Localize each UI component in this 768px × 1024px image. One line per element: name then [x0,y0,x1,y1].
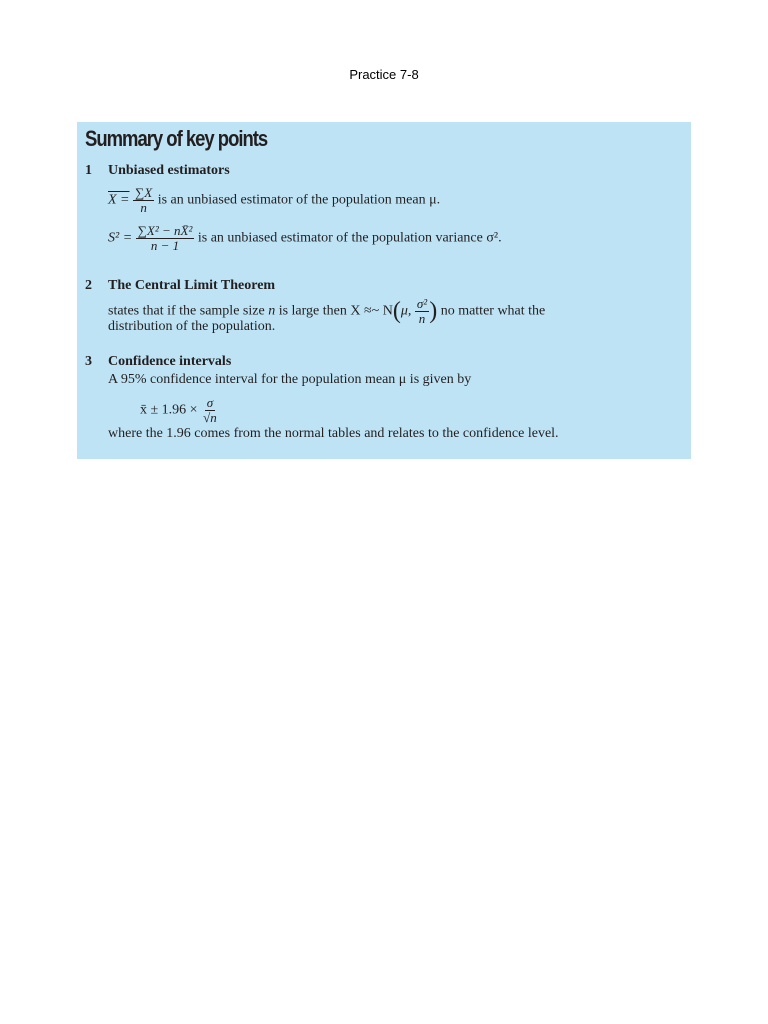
section-3-number: 3 [85,354,92,369]
ci-line-3: where the 1.96 comes from the normal tables and relates to the confidence level. [108,426,559,441]
ci-formula [140,396,219,424]
clt-line-2: distribution of the population. [108,319,276,334]
clt-mu: μ, [400,303,412,319]
clt-pre: states that if the sample size [108,303,265,319]
section-2-heading: The Central Limit Theorem [108,278,276,293]
clt-fraction-numerator: σ² [416,296,428,311]
section-2-number: 2 [85,278,92,293]
mean-fraction-denominator: n [140,199,147,215]
page-header: Practice 7-8 [349,67,419,82]
clt-post: no matter what the [440,303,546,319]
ci-fraction [201,396,219,424]
clt-fraction [415,297,429,325]
mean-fraction-numerator: ∑X [135,185,153,200]
estimator-variance-line [108,224,502,252]
variance-lhs: S² = [108,230,133,246]
mean-description: is an unbiased estimator of the population mean μ. [157,192,441,208]
section-1-number: 1 [85,163,92,178]
summary-title: Summary of key points [85,126,268,151]
variance-fraction-numerator: ∑X² − nX̄² [137,223,193,238]
clt-n: n [268,303,276,319]
ci-fraction-numerator: σ [206,395,214,410]
section-3-heading: Confidence intervals [108,354,232,369]
left-paren: ( [392,298,401,325]
ci-fraction-denominator: √n [203,409,217,425]
ci-formula-lhs: x̄ ± 1.96 × [140,402,198,418]
clt-mid: is large then X ≈~ N [278,303,393,319]
right-paren: ) [429,298,438,325]
ci-line-1: A 95% confidence interval for the population mean μ is given by [108,372,472,387]
section-1-heading: Unbiased estimators [108,163,230,178]
clt-fraction-denominator: n [418,310,426,326]
summary-box [77,122,691,459]
variance-fraction [136,224,195,252]
estimator-mean-line [108,186,440,214]
mean-lhs: X = [108,192,130,208]
mean-fraction [133,186,154,214]
variance-description: is an unbiased estimator of the population variance σ². [197,230,502,246]
variance-fraction-denominator: n − 1 [150,237,180,253]
